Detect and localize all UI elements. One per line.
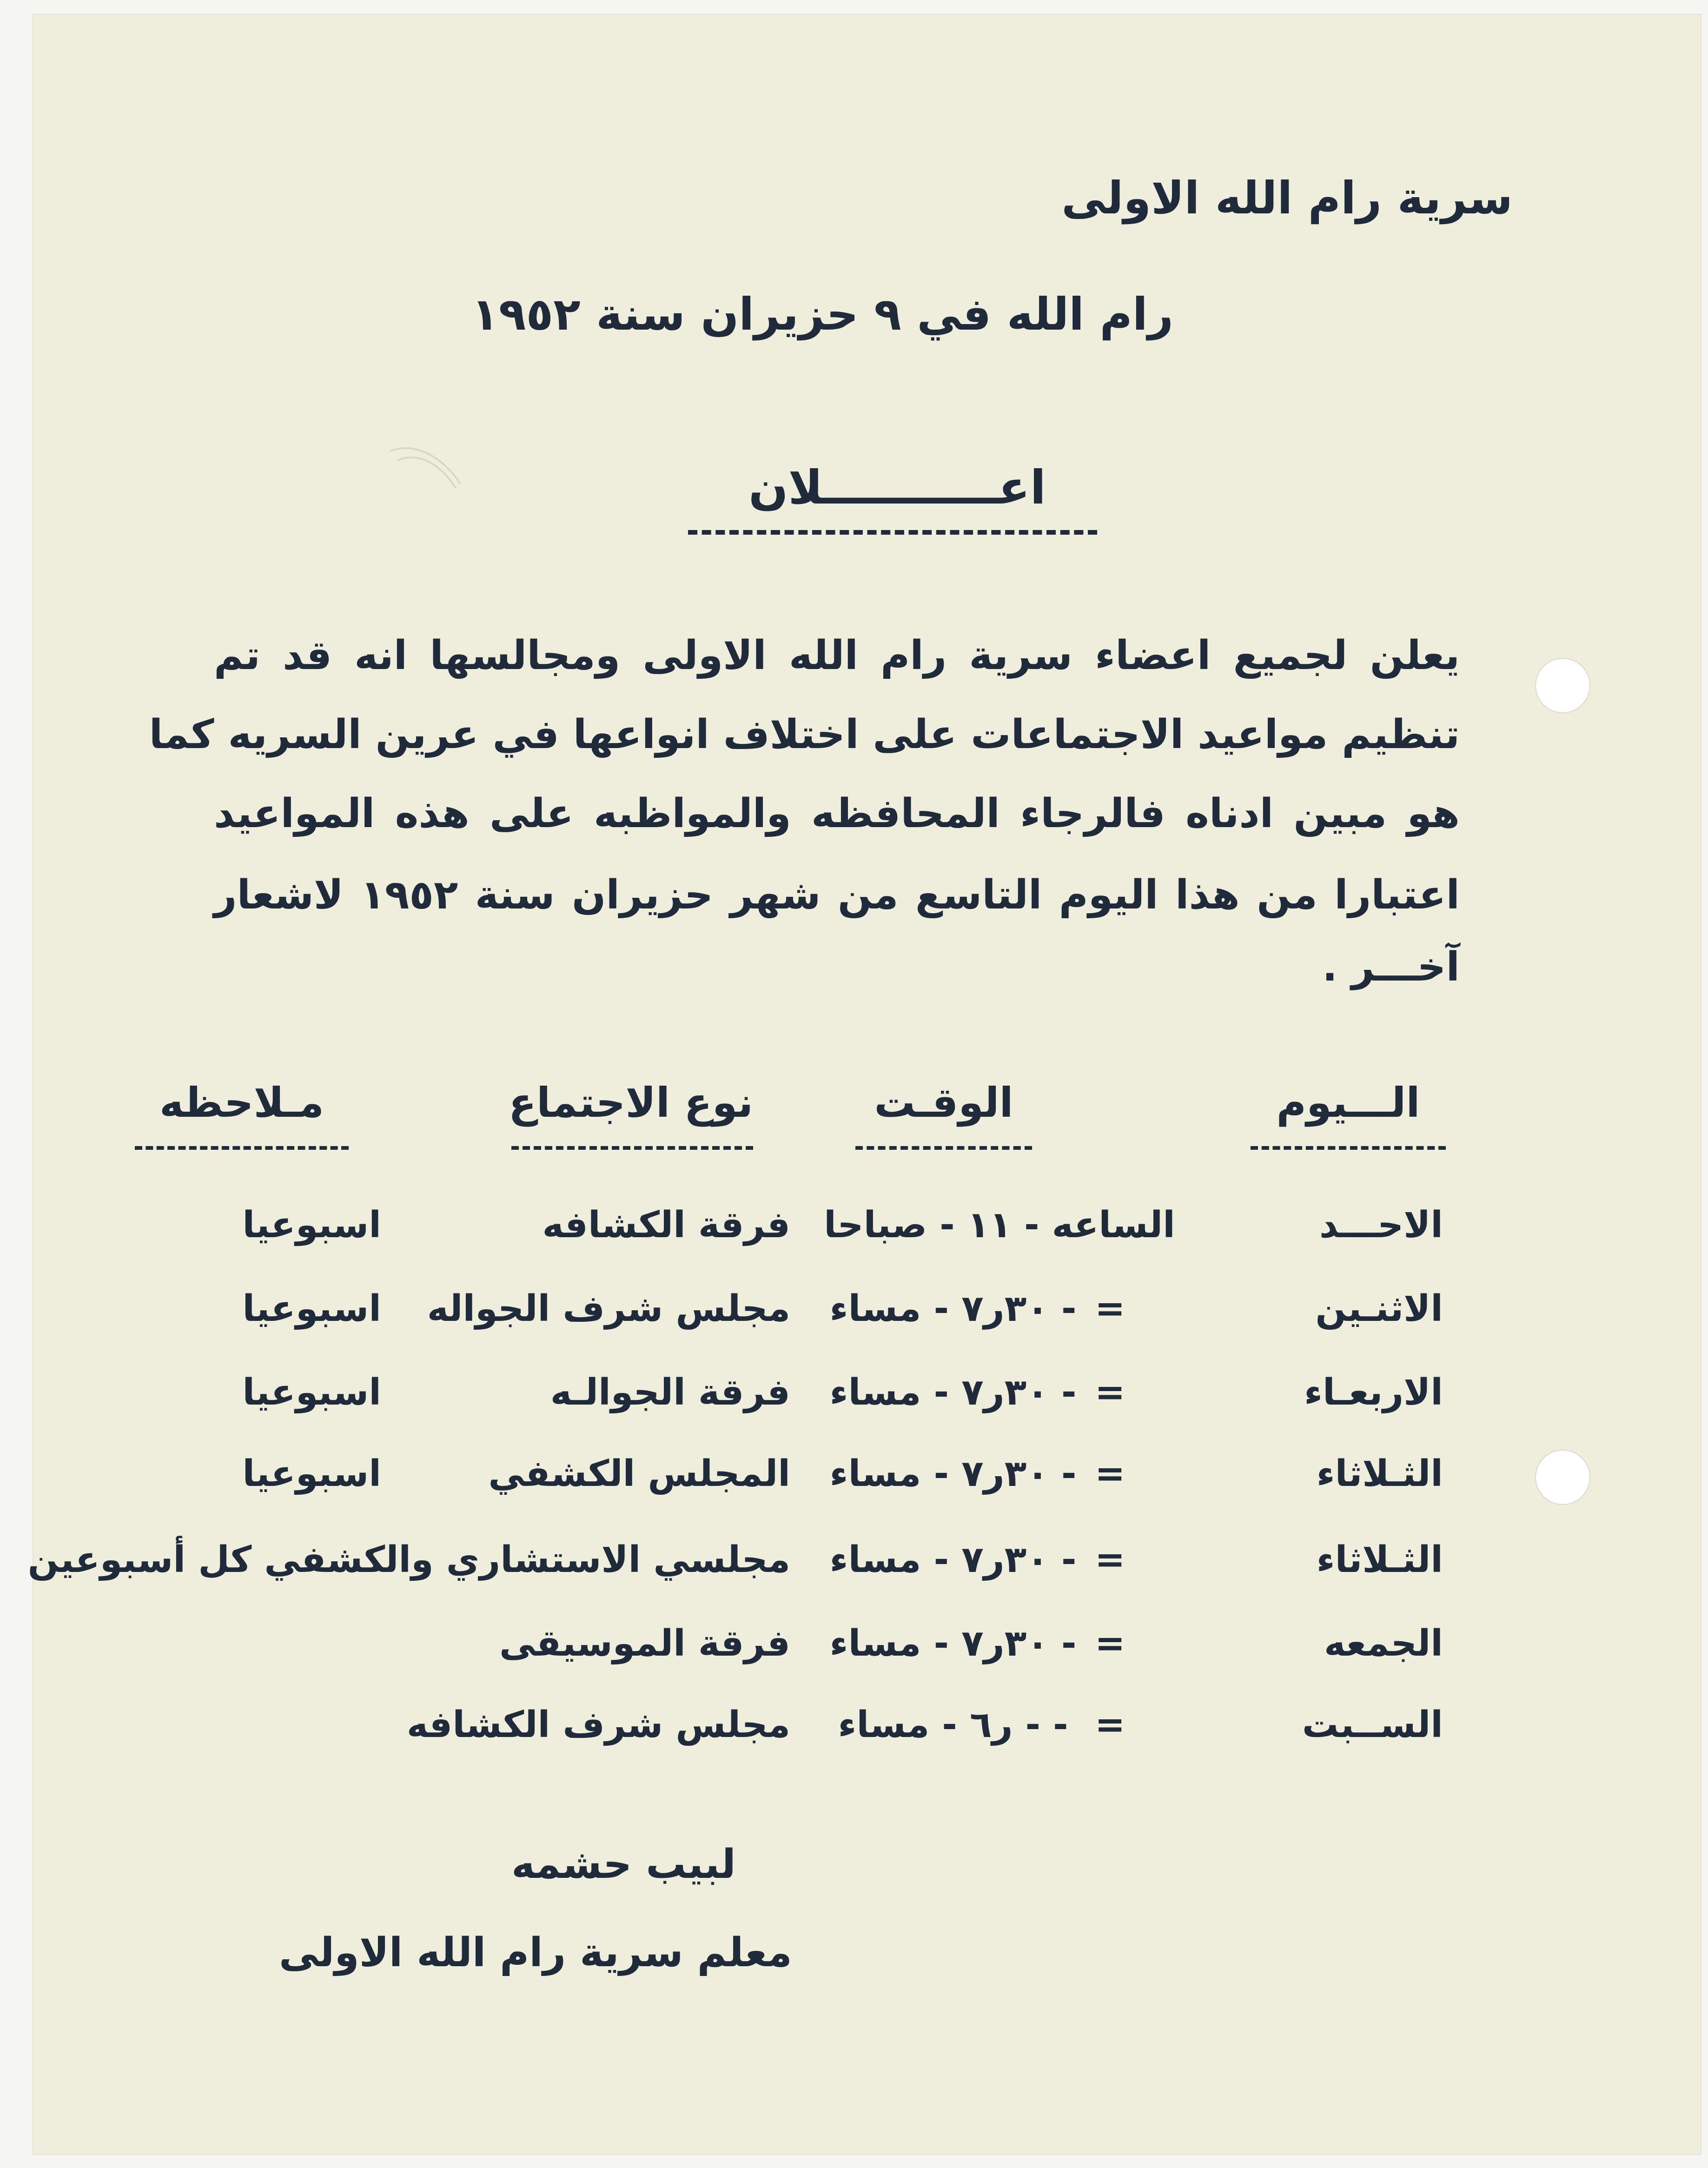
row-1-time: الساعه - ١١ - صباحا (824, 1204, 1175, 1246)
row-3-meeting-type: فرقة الجوالـه (550, 1372, 790, 1413)
header-meeting-type: نوع الاجتماع (508, 1079, 753, 1127)
row-4-day: الثـلاثاء (1316, 1453, 1443, 1495)
row-2-day: الاثنـين (1315, 1288, 1443, 1330)
header-time-rule (855, 1146, 1032, 1150)
row-2-notes: اسبوعيا (242, 1288, 381, 1330)
organization-header: سرية رام الله الاولى (1061, 172, 1513, 224)
row-7-day: الســبت (1302, 1704, 1443, 1746)
row-6-time: - ٣٠ر٧ - مساء (829, 1623, 1077, 1664)
row-1-day: الاحـــد (1319, 1204, 1443, 1246)
body-line-1: يعلن لجميع اعضاء سرية رام الله الاولى ومجالسها انه قد تم (214, 632, 1460, 679)
row-3-time-ditto: = (1095, 1372, 1125, 1413)
row-4-meeting-type: المجلس الكشفي (488, 1453, 790, 1495)
row-3-notes: اسبوعيا (242, 1372, 381, 1413)
header-notes-rule (135, 1146, 349, 1150)
header-day: الـــيوم (1276, 1079, 1420, 1127)
row-2-time-ditto: = (1095, 1288, 1125, 1330)
row-5-time-ditto: = (1095, 1539, 1125, 1581)
header-notes: مـلاحظه (159, 1079, 324, 1127)
date-line: رام الله في ٩ حزيران سنة ١٩٥٢ (471, 288, 1173, 340)
row-1-notes: اسبوعيا (242, 1204, 381, 1246)
signature-name: لبيب حشمه (511, 1841, 736, 1888)
announcement-title: اعـــــــــــلان (748, 460, 1046, 515)
signature-title: معلم سرية رام الله الاولى (279, 1929, 792, 1976)
row-1-meeting-type: فرقة الكشافه (542, 1204, 790, 1246)
row-4-time-ditto: = (1095, 1453, 1125, 1495)
row-4-time: - ٣٠ر٧ - مساء (829, 1453, 1077, 1495)
row-7-time: - - ر٦ - مساء (838, 1704, 1068, 1746)
row-3-day: الاربعـاء (1304, 1372, 1443, 1413)
body-line-2: تنظيم مواعيد الاجتماعات على اختلاف انواعها في عرين السريه كما (149, 711, 1460, 758)
row-6-time-ditto: = (1095, 1623, 1125, 1664)
pencil-mark (386, 442, 470, 493)
punch-hole-bottom (1535, 1450, 1590, 1505)
row-7-time-ditto: = (1095, 1704, 1125, 1746)
row-5-meeting-type: مجلسي الاستشاري والكشفي كل أسبوعين (27, 1539, 790, 1581)
body-line-5: آخـــر . (1322, 944, 1460, 990)
header-day-rule (1251, 1146, 1446, 1150)
row-6-meeting-type: فرقة الموسيقى (499, 1623, 790, 1664)
body-line-4: اعتبارا من هذا اليوم التاسع من شهر حزيران سنة ١٩٥٢ لاشعار (214, 872, 1460, 918)
row-5-day: الثـلاثاء (1316, 1539, 1443, 1581)
row-4-notes: اسبوعيا (242, 1453, 381, 1495)
row-2-meeting-type: مجلس شرف الجواله (427, 1288, 790, 1330)
row-6-day: الجمعه (1324, 1623, 1443, 1664)
row-3-time: - ٣٠ر٧ - مساء (829, 1372, 1077, 1413)
punch-hole-top (1535, 658, 1590, 713)
body-line-3: هو مبين ادناه فالرجاء المحافظه والمواظبه على هذه المواعيد (214, 790, 1460, 837)
row-2-time: - ٣٠ر٧ - مساء (829, 1288, 1077, 1330)
header-time: الوقـت (874, 1079, 1013, 1127)
header-meeting-type-rule (511, 1146, 753, 1150)
row-5-time: - ٣٠ر٧ - مساء (829, 1539, 1077, 1581)
row-7-meeting-type: مجلس شرف الكشافه (406, 1704, 790, 1746)
title-underline (688, 530, 1097, 535)
